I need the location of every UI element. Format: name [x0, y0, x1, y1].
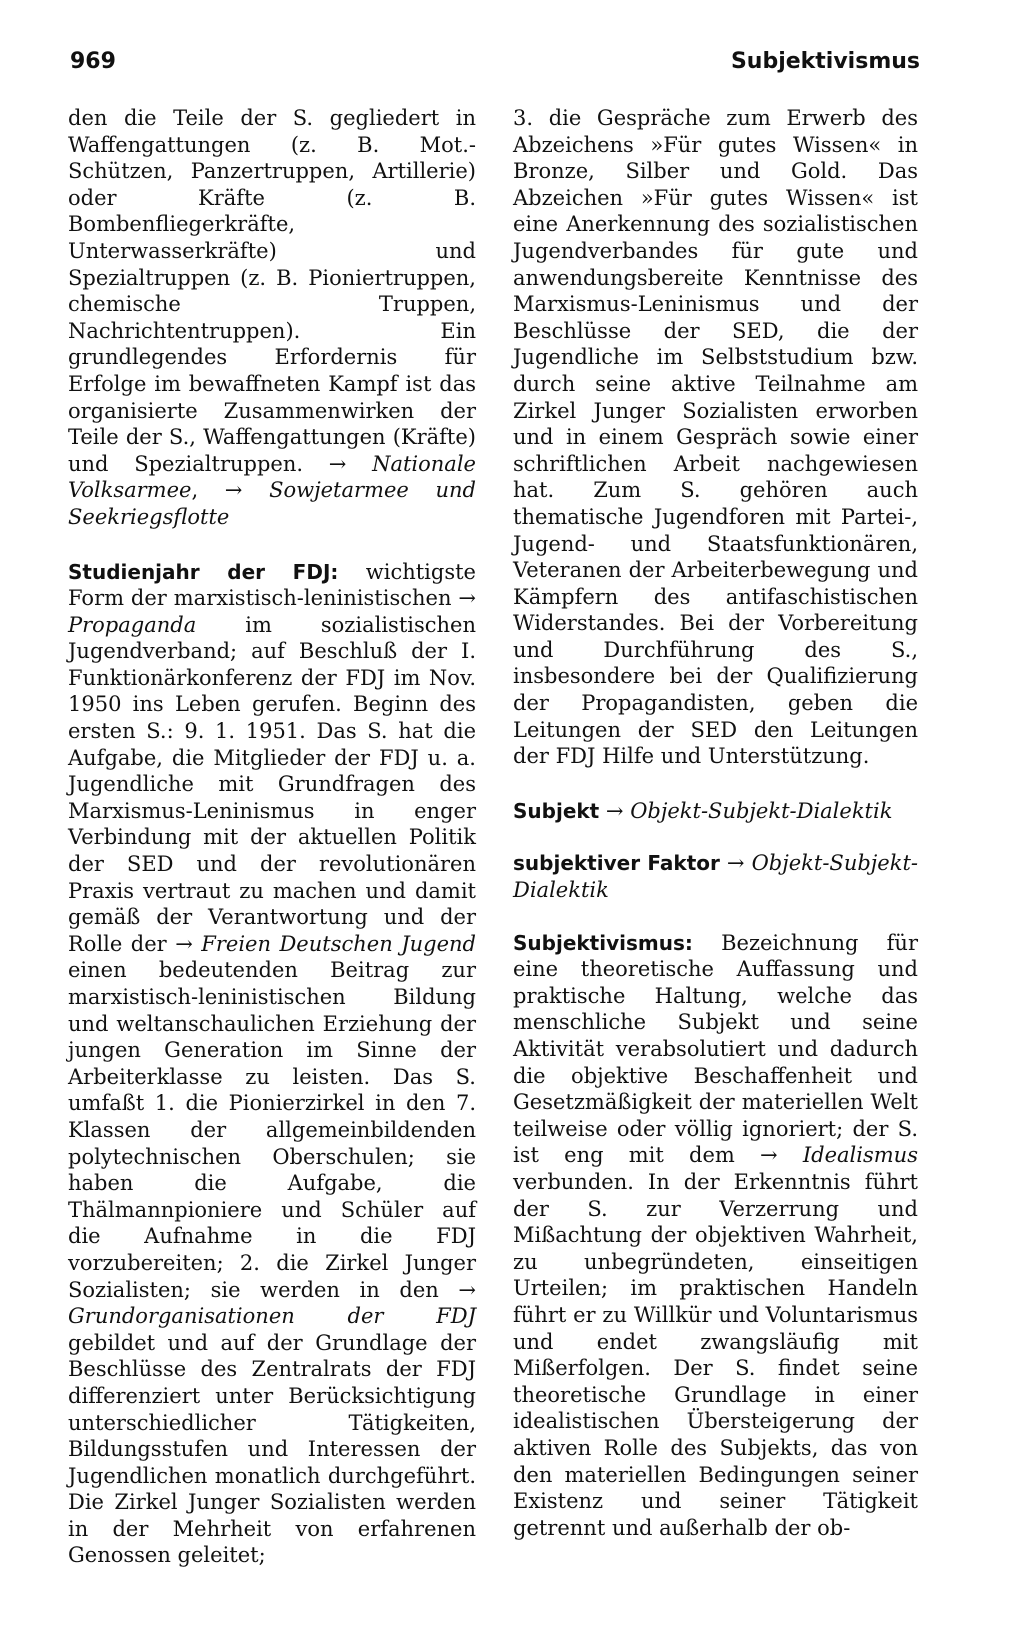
running-title: Subjektivismus — [730, 49, 920, 74]
entry-studienjahr-der-fdj — [68, 559, 476, 1570]
entry-text: im sozialistischen Jugendverband; auf Beschluß der I. Funktionärkonferenz der FDJ im Nov. 1950 ins Leben gerufen. Beginn des ersten S.: 9. 1. 1951. Das S. hat die Aufgabe, die Mitglieder der FDJ u. a. Jugendliche mit Grundfragen des Marxismus-Leninismus in enger Verbindung mit der aktuellen Politik der SED und der revolutionären Praxis vertraut zu machen und damit gemäß der Verantwortung und der Rolle der — [68, 612, 476, 956]
headword-subjekt: Subjekt — [513, 798, 600, 823]
entry-text: Bezeichnung für eine theoretische Auffassung und praktische Haltung, welche das menschliche Subjekt und seine Aktivität verabsolutiert und dadurch die objektive Beschaffenheit und Gesetzmäßigkeit der materiellen Welt teilweise oder völlig ignoriert; der S. ist eng mit dem — [513, 930, 918, 1168]
left-column — [68, 105, 476, 1595]
entry-text: wichtigste Form der marxistisch-leninistischen — [68, 559, 476, 611]
headword-studienjahr: Studienjahr der FDJ: — [68, 559, 339, 584]
cross-reference-arrow-icon: → — [175, 931, 193, 956]
headword-subjektivismus: Subjektivismus: — [513, 930, 693, 955]
right-column — [513, 105, 918, 1567]
cross-reference-arrow-icon: → — [458, 1277, 476, 1302]
cross-reference-arrow-icon: → — [328, 451, 347, 476]
entry-continuation-studienjahr: 3. die Gespräche zum Erwerb des Abzeichens »Für gutes Wissen« in Bronze, Silber und Gold. Das Abzeichen »Für gutes Wissen« ist eine Anerkennung des sozialistischen Jugendverbandes für gute und anwendungsbereite Kenntnisse des Marxismus-Leninismus und der Beschlüsse der SED, die der Jugendliche im Selbststudium bzw. durch seine aktive Teilnahme am Zirkel Junger Sozialisten erworben und in einem Gespräch sowie einer schriftlichen Arbeit nachgewiesen hat. Zum S. gehören auch thematische Jugendforen mit Partei-, Jugend- und Staatsfunktionären, Veteranen der Arbeiterbewegung und Kämpfern des antifaschistischen Widerstandes. Bei der Vorbereitung und Durchführung des S., insbesondere bei der Qualifizierung der Propagandisten, geben die Leitungen der SED den Leitungen der FDJ Hilfe und Unterstützung. — [513, 106, 918, 769]
cross-reference-idealismus: Idealismus — [802, 1143, 918, 1168]
entry-text: verbunden. In der Erkenntnis führt der S. zur Verzerrung und Mißachtung der objektiven Wahrheit, zu unbegründeten, einseitigen Urteilen; im praktischen Handeln führt er zu Willkür und Voluntarismus und endet zwangsläufig mit Mißerfolgen. Der S. findet seine theoretische Grundlage in einer idealistischen Übersteigerung der aktiven Rolle des Subjekts, das von den materiellen Bedingungen seiner Existenz und seiner Tätigkeit getrennt und außerhalb der ob- — [513, 1169, 918, 1540]
cross-reference-arrow-icon: → — [719, 851, 752, 876]
cross-reference-objekt-subjekt-dialektik: Objekt-Subjekt-Dialektik — [513, 851, 918, 903]
entry-subjektivismus — [513, 930, 918, 1542]
cross-reference-objekt-subjekt-dialektik: Objekt-Subjekt-Dialektik — [630, 798, 893, 823]
headword-subjektiver-faktor: subjektiver Faktor — [513, 851, 720, 876]
cross-reference-sowjetarmee: Sowjetarmee und Seekriegsflotte — [68, 478, 476, 529]
cross-reference-nationale-volksarmee: Nationale Volksarmee — [68, 451, 476, 503]
cross-reference-grundorganisationen: Grundorganisationen der FDJ — [68, 1304, 476, 1329]
entry-text: einen bedeutenden Beitrag zur marxistisch-leninistischen Bildung und weltanschaulichen Erziehung der jungen Generation im Sinne der Arbeiterklasse zu leisten. Das S. umfaßt 1. die Pionierzirkel in den 7. Klassen der allgemeinbildenden polytechnischen Oberschulen; sie haben die Aufgabe, die Thälmannpioniere und Schüler auf die Aufnahme in die FDJ vorzubereiten; 2. die Zirkel Junger Sozialisten; sie werden in den — [68, 958, 476, 1302]
entry-continuation-streitkraefte — [68, 105, 476, 531]
entry-subjekt — [513, 798, 918, 825]
separator: , — [191, 478, 225, 503]
page-number: 969 — [70, 49, 116, 74]
cross-reference-arrow-icon: → — [599, 798, 631, 823]
entry-subjektiver-faktor — [513, 850, 918, 903]
entry-text: den die Teile der S. gegliedert in Waffengattungen (z. B. Mot.-Schützen, Panzertruppen, Artillerie) oder Kräfte (z. B. Bombenfliegerkräfte, Unterwasserkräfte) und Spezialtruppen (z. B. Pioniertruppen, chemische Truppen, Nachrichtentruppen). Ein grundlegendes Erfordernis für Erfolge im bewaffneten Kampf ist das organisierte Zusammenwirken der Teile der S., Waffengattungen (Kräfte) und Spezialtruppen. — [68, 106, 476, 476]
cross-reference-arrow-icon: → — [224, 478, 243, 503]
entry-text: gebildet und auf der Grundlage der Beschlüsse des Zentralrats der FDJ differenziert unter Berücksichtigung unterschiedlicher Tätigkeiten, Bildungsstufen und Interessen der Jugendlichen monatlich durchgeführt. Die Zirkel Junger Sozialisten werden in der Mehrheit von erfahrenen Genossen geleitet; — [68, 1330, 476, 1568]
cross-reference-propaganda: Propaganda — [68, 612, 197, 637]
cross-reference-arrow-icon: → — [760, 1143, 778, 1168]
cross-reference-freie-deutsche-jugend: Freien Deutschen Jugend — [201, 931, 476, 956]
cross-reference-arrow-icon: → — [458, 586, 476, 611]
